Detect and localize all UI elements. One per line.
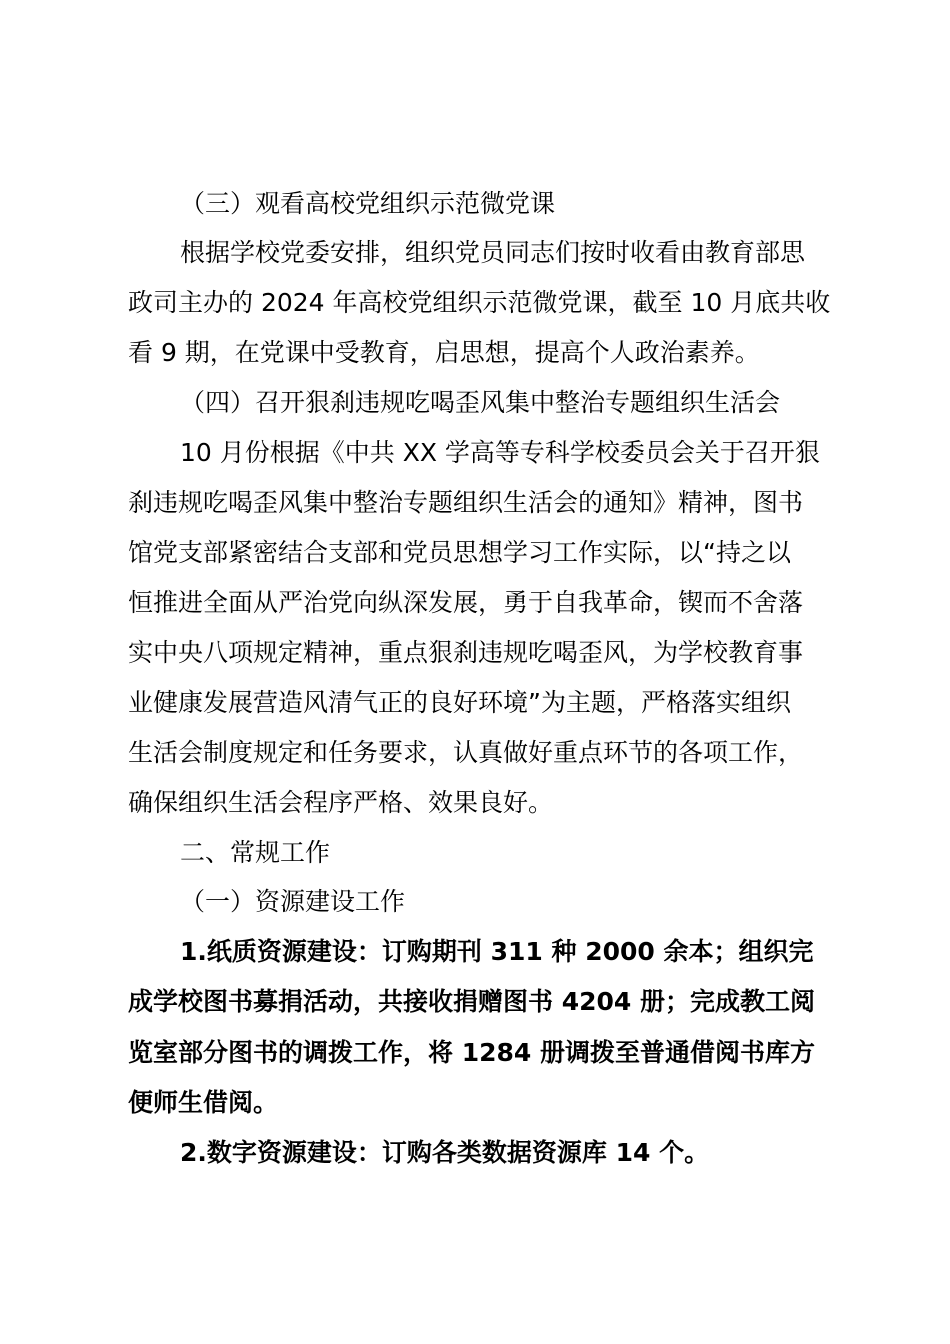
paragraph-line: 业健康发展营造风清气正的良好环境”为主题，严格落实组织 [128, 688, 791, 717]
paragraph-line: 政司主办的 2024 年高校党组织示范微党课，截至 10 月底共收 [128, 288, 831, 317]
paragraph-line: 刹违规吃喝歪风集中整治专题组织生活会的通知》精神，图书 [128, 488, 804, 517]
section-heading-routine-work: 二、常规工作 [180, 838, 331, 867]
bold-paragraph-line: 便师生借阅。 [128, 1088, 279, 1117]
paragraph-line: 馆党支部紧密结合支部和党员思想学习工作实际，以“持之以 [128, 538, 791, 567]
bold-paragraph-line: 1.纸质资源建设：订购期刊 311 种 2000 余本；组织完 [180, 937, 814, 966]
section-heading-resource-building: （一）资源建设工作 [180, 887, 406, 916]
paragraph-line: 10 月份根据《中共 XX 学高等专科学校委员会关于召开狠 [180, 438, 820, 467]
paragraph-line: 看 9 期，在党课中受教育，启思想，提高个人政治素养。 [128, 338, 760, 367]
paragraph-line: 实中央八项规定精神，重点狠刹违规吃喝歪风，为学校教育事 [128, 638, 804, 667]
paragraph-line: 恒推进全面从严治党向纵深发展，勇于自我革命，锲而不舍落 [128, 588, 804, 617]
paragraph-line: 确保组织生活会程序严格、效果良好。 [128, 788, 554, 817]
section-heading-4: （四）召开狠刹违规吃喝歪风集中整治专题组织生活会 [180, 388, 781, 417]
bold-paragraph-line: 览室部分图书的调拨工作，将 1284 册调拨至普通借阅书库方 [128, 1038, 815, 1067]
paragraph-line: 生活会制度规定和任务要求，认真做好重点环节的各项工作， [128, 738, 804, 767]
section-heading-3: （三）观看高校党组织示范微党课 [180, 189, 556, 218]
bold-paragraph-line: 成学校图书募捐活动，共接收捐赠图书 4204 册；完成教工阅 [128, 987, 815, 1016]
bold-paragraph-line: 2.数字资源建设：订购各类数据资源库 14 个。 [180, 1138, 710, 1167]
paragraph-line: 根据学校党委安排，组织党员同志们按时收看由教育部思 [180, 238, 806, 267]
